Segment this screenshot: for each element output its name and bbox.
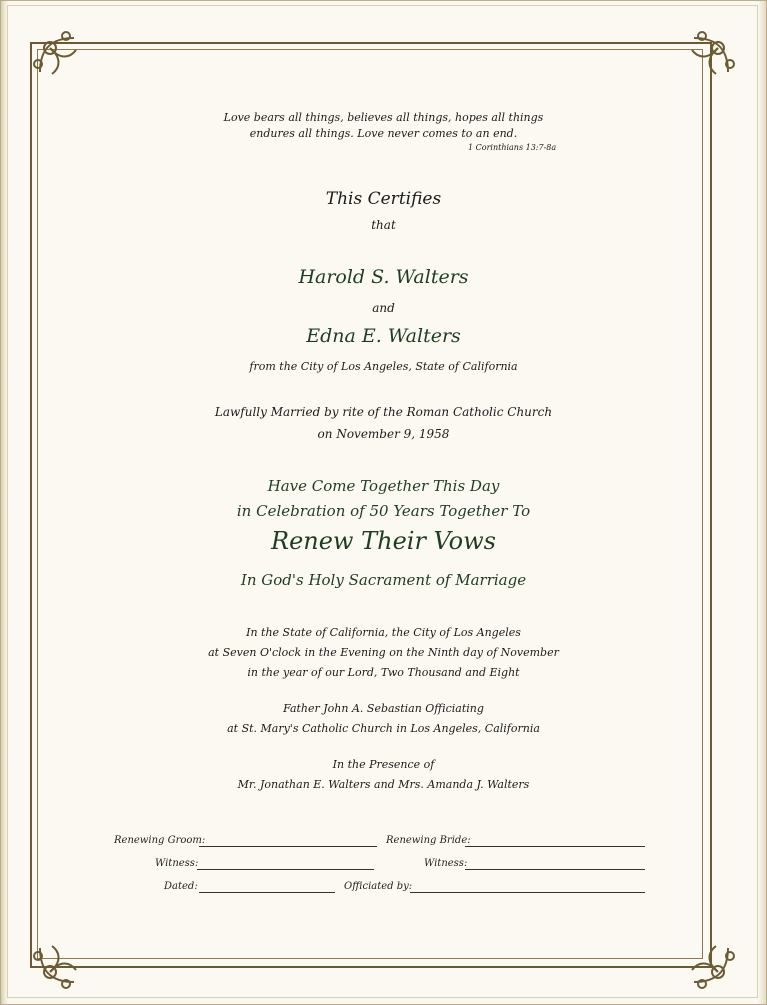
witness-left-label: Witness:	[155, 858, 199, 869]
bride-name: Edna E. Walters	[306, 325, 461, 347]
presence-line-2: Mr. Jonathan E. Walters and Mrs. Amanda J. Walters	[237, 778, 530, 791]
certificate-title: This Certifies	[325, 189, 442, 209]
place-line-1: In the State of California, the City of Los Angeles	[246, 626, 521, 639]
officiant-line-1: Father John A. Sebastian Officiating	[283, 702, 484, 715]
presence-line-1: In the Presence of	[332, 758, 435, 771]
officiated-label: Officiated by:	[344, 881, 413, 892]
celebration-line-1: Have Come Together This Day	[267, 477, 500, 495]
officiant-line-2: at St. Mary's Catholic Church in Los Angeles, California	[227, 722, 540, 735]
conjunction-and: and	[372, 301, 395, 315]
headline-renew-vows: Renew Their Vows	[271, 527, 496, 555]
bride-signature-label: Renewing Bride:	[386, 835, 471, 846]
dated-line[interactable]	[199, 892, 335, 893]
officiated-line[interactable]	[410, 892, 645, 893]
groom-signature-label: Renewing Groom:	[114, 835, 206, 846]
celebration-line-3: In God's Holy Sacrament of Marriage	[240, 571, 527, 589]
certificate-subtitle: that	[371, 218, 396, 232]
verse-line-1: Love bears all things, believes all things, hopes all things	[223, 111, 544, 124]
bride-signature-line[interactable]	[465, 846, 645, 847]
witness-right-line[interactable]	[465, 869, 645, 870]
verse-line-2: endures all things. Love never comes to an end.	[249, 127, 518, 140]
corner-flourish-top-left-icon	[30, 28, 106, 104]
marriage-line-2: on November 9, 1958	[317, 427, 450, 441]
verse-citation: 1 Corinthians 13:7-8a	[468, 143, 557, 152]
place-line-2: at Seven O'clock in the Evening on the Ninth day of November	[208, 646, 559, 659]
couple-origin: from the City of Los Angeles, State of California	[249, 360, 518, 373]
corner-flourish-bottom-right-icon	[662, 916, 738, 992]
place-line-3: in the year of our Lord, Two Thousand and Eight	[247, 666, 520, 679]
celebration-line-2: in Celebration of 50 Years Together To	[236, 502, 531, 520]
marriage-line-1: Lawfully Married by rite of the Roman Catholic Church	[214, 405, 553, 419]
dated-label: Dated:	[164, 881, 198, 892]
witness-left-line[interactable]	[197, 869, 374, 870]
corner-flourish-bottom-left-icon	[30, 916, 106, 992]
groom-signature-line[interactable]	[199, 846, 377, 847]
witness-right-label: Witness:	[424, 858, 468, 869]
groom-name: Harold S. Walters	[298, 266, 469, 288]
corner-flourish-top-right-icon	[662, 28, 738, 104]
